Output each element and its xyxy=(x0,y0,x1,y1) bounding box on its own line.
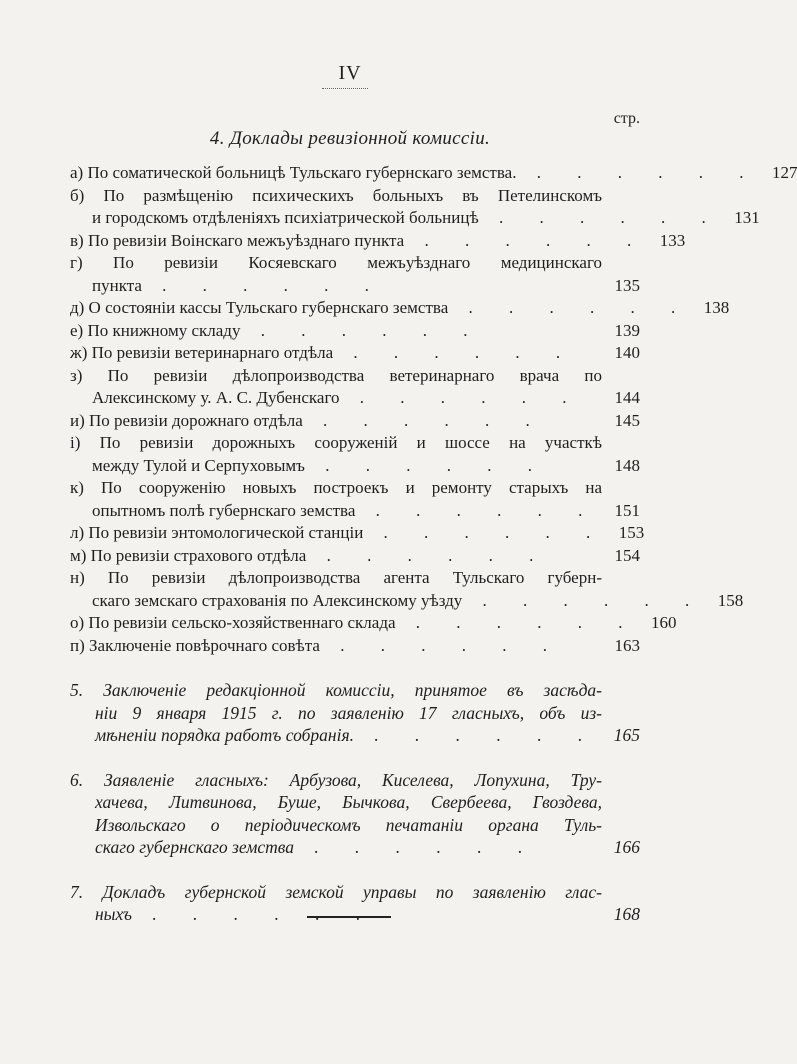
toc-line: скаго губернскаго земства . . . . . . xyxy=(95,837,539,857)
page-ref: 160 xyxy=(651,613,677,632)
toc-entry xyxy=(70,410,640,433)
page-ref: 127 xyxy=(771,163,797,182)
page-ref-empty xyxy=(602,567,640,590)
page-ref: 163 xyxy=(614,635,640,655)
toc-line: в) По ревизіи Воінскаго межъуѣзднаго пункта . . . . . . xyxy=(70,230,648,250)
section-4-title: 4. Доклады ревизіонной комиссіи. xyxy=(209,128,491,149)
closing-rule xyxy=(307,916,391,918)
toc-entry xyxy=(70,365,640,410)
page-number: IV xyxy=(338,62,362,84)
toc-line: мѣненіи порядка работъ собранія. . . . . . . xyxy=(95,725,599,745)
dot-leader: . . . . . . xyxy=(240,320,484,340)
toc-line: а) По соматической больницѣ Тульскаго губернскаго земства. . . . . . . xyxy=(70,163,760,182)
dot-leader: . . . . . . xyxy=(141,275,385,295)
dot-leader: . . . . . . xyxy=(302,410,546,430)
page-number-rule xyxy=(322,88,368,89)
page-ref: 154 xyxy=(614,545,640,565)
toc-section xyxy=(70,881,640,926)
toc-line: хачева, Литвинова, Буше, Бычкова, Свербеева, Гвоздева, xyxy=(95,792,602,812)
page-ref: 145 xyxy=(614,410,640,430)
toc-line: м) По ревизіи страхового отдѣла . . . . . . xyxy=(70,545,550,565)
toc-line: п) Заключеніе повѣрочнаго совѣта . . . . . . xyxy=(70,635,563,655)
page-ref: 133 xyxy=(659,230,686,250)
toc-line: опытномъ полѣ губернскаго земства . . . . . . xyxy=(92,500,599,520)
toc-line: Извольскаго о періодическомъ печатаніи органа Туль- xyxy=(95,814,602,835)
toc-entry xyxy=(70,342,640,365)
page-ref-empty xyxy=(602,185,640,208)
toc-entry xyxy=(70,635,640,658)
page-ref: 131 xyxy=(734,208,760,227)
toc-line: о) По ревизіи сельско-хозяйственнаго склада . . . . . . xyxy=(70,613,639,632)
page-ref-empty xyxy=(602,814,640,837)
dot-leader: . . . . . . xyxy=(353,725,599,745)
dot-leader: . . . . . . xyxy=(516,163,760,182)
toc-line: л) По ревизіи энтомологической станціи . . . . . . xyxy=(70,523,607,542)
dot-leader: . . . . . . xyxy=(355,500,599,520)
toc-line: н) По ревизіи дѣлопроизводства агента Тульскаго губерн- xyxy=(70,568,602,587)
toc-entry xyxy=(70,432,640,477)
toc-entry xyxy=(70,297,730,320)
page-ref: 158 xyxy=(717,590,744,610)
dot-leader: . . . . . . xyxy=(462,590,706,610)
toc-line: з) По ревизіи дѣлопроизводства ветеринарнаго врача по xyxy=(70,365,602,385)
toc-line: и) По ревизіи дорожнаго отдѣла . . . . . . xyxy=(70,410,546,430)
toc-line: между Тулой и Серпуховымъ . . . . . . xyxy=(92,455,548,475)
toc-entry xyxy=(70,252,640,297)
dot-leader: . . . . . . xyxy=(131,904,377,924)
toc-line: ныхъ . . . . . . xyxy=(95,904,377,924)
toc-section xyxy=(70,679,640,747)
page-ref-empty xyxy=(602,679,640,702)
page-ref: 138 xyxy=(703,298,730,317)
table-of-contents xyxy=(70,162,797,926)
toc-entry xyxy=(70,185,760,230)
toc-line: ж) По ревизіи ветеринарнаго отдѣла . . . . . . xyxy=(70,343,577,362)
toc-line: скаго земскаго страхованія по Алексинскому уѣзду . . . . . . xyxy=(92,590,706,610)
page-ref: 166 xyxy=(613,837,640,857)
page-ref: 144 xyxy=(614,388,640,407)
page-ref: 165 xyxy=(613,725,640,745)
toc-entry xyxy=(70,230,686,253)
dot-leader: . . . . . . xyxy=(363,523,607,542)
toc-line: и городскомъ отдѣленіяхъ психіатрической больницѣ . . . . . . xyxy=(92,208,722,227)
page-ref-empty xyxy=(602,477,640,500)
toc-line: б) По размѣщенію психическихъ больныхъ въ Петелинскомъ xyxy=(70,185,602,205)
toc-line: к) По сооруженію новыхъ построекъ и ремонту старыхъ на xyxy=(70,478,602,497)
toc-section xyxy=(70,769,640,859)
page-ref-empty xyxy=(602,365,640,388)
toc-entry xyxy=(70,522,645,545)
page-ref: 135 xyxy=(614,275,640,295)
toc-entry xyxy=(70,477,640,522)
page-ref-empty xyxy=(602,252,640,275)
page-ref-empty xyxy=(602,432,640,455)
dot-leader: . . . . . . xyxy=(306,545,550,565)
page-ref-empty xyxy=(602,791,640,814)
page-ref: 151 xyxy=(614,500,640,520)
toc-entry xyxy=(70,612,677,635)
toc-line: і) По ревизіи дорожныхъ сооруженій и шоссе на участкѣ xyxy=(70,433,602,452)
dot-leader: . . . . . . xyxy=(395,613,639,632)
dot-leader: . . . . . . xyxy=(339,388,583,407)
toc-line: г) По ревизіи Косяевскаго межъуѣзднаго медицинскаго xyxy=(70,253,602,272)
dot-leader: . . . . . . xyxy=(404,230,648,250)
page-ref: 168 xyxy=(613,904,640,924)
toc-entry xyxy=(70,162,797,185)
toc-entry xyxy=(70,545,640,568)
toc-line: 6. Заявленіе гласныхъ: Арбузова, Киселева, Лопухина, Тру- xyxy=(70,769,602,790)
page-ref-empty xyxy=(602,769,640,792)
toc-line: д) О состояніи кассы Тульскаго губернскаго земства . . . . . . xyxy=(70,298,692,317)
toc-line: Алексинскому у. А. С. Дубенскаго . . . . . . xyxy=(92,388,583,407)
dot-leader: . . . . . . xyxy=(294,837,539,857)
dot-leader: . . . . . . xyxy=(333,343,577,362)
toc-line: 7. Докладъ губернской земской управы по заявленію глас- xyxy=(70,881,602,902)
dot-leader: . . . . . . xyxy=(319,635,563,655)
page-ref: 139 xyxy=(614,320,640,340)
toc-line: пункта . . . . . . xyxy=(92,275,385,295)
page-ref: 153 xyxy=(618,523,645,542)
toc-line: е) По книжному складу . . . . . . xyxy=(70,320,484,340)
toc-line: 5. Заключеніе редакціонной комиссіи, принятое въ засѣда- xyxy=(70,680,602,700)
page-ref: 148 xyxy=(614,455,640,475)
dot-leader: . . . . . . xyxy=(304,455,548,475)
page-column-header: стр. xyxy=(613,110,640,127)
page-ref-empty xyxy=(602,881,640,904)
page-ref-empty xyxy=(602,702,640,725)
page-ref: 140 xyxy=(614,343,640,362)
dot-leader: . . . . . . xyxy=(478,208,722,227)
dot-leader: . . . . . . xyxy=(448,298,692,317)
toc-entry xyxy=(70,567,744,612)
toc-line: ніи 9 января 1915 г. по заявленію 17 гласныхъ, объ из- xyxy=(95,702,602,723)
toc-entry xyxy=(70,320,640,343)
